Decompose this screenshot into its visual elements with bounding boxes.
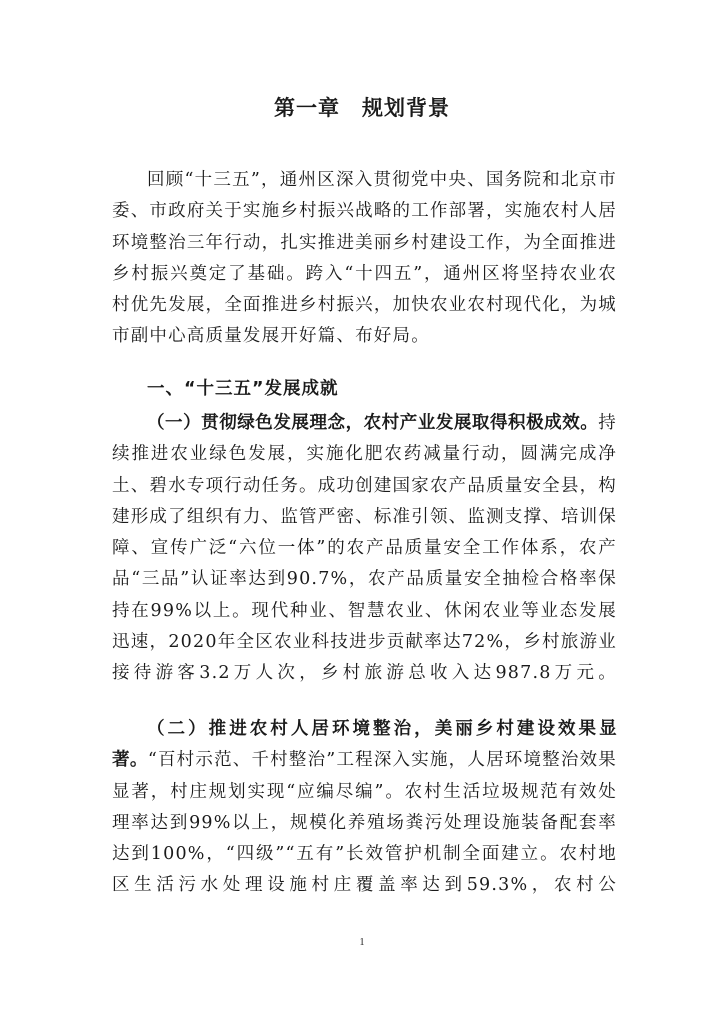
subsection-2-text: “百村示范、千村整治”工程深入实施，人居环境整治效果显著，村庄规划实现“应编尽编”。农村生活垃圾规范有效处理率达到99%以上，规模化养殖场粪污处理设施装备配套率达到100%，“四级”“五有”长效管护机制全面建立。农村地区生活污水处理设施村庄覆盖率达到59.3%，农村公	[112, 750, 617, 896]
subsection-1-text: 持续推进农业绿色发展，实施化肥农药减量行动，圆满完成净土、碧水专项行动任务。成功创建国家农产品质量安全县，构建形成了组织有力、监管严密、标准引领、监测支撑、培训保障、宣传广泛“六位一体”的农产品质量安全工作体系，农产品“三品”认证率达到90.7%，农产品质量安全抽检合格率保持在99%以上。现代种业、智慧农业、休闲农业等业态发展迅速，2020年全区农业科技进步贡献率达72%，乡村旅游业接待游客3.2万人次，乡村旅游总收入达987.8万元。	[112, 413, 617, 684]
subsection-1-paragraph	[112, 408, 617, 690]
chapter-title: 第一章 规划背景	[274, 96, 450, 120]
intro-paragraph: 回顾“十三五”，通州区深入贯彻党中央、国务院和北京市委、市政府关于实施乡村振兴战略的工作部署，实施农村人居环境整治三年行动，扎实推进美丽乡村建设工作，为全面推进乡村振兴奠定了基础。跨入“十四五”，通州区将坚持农业农村优先发展，全面推进乡村振兴，加快农业农村现代化，为城市副中心高质量发展开好篇、布好局。	[112, 170, 617, 347]
subsection-2-heading: （二）推进农村人居环境整治，美丽乡村建设效果显著。	[112, 719, 617, 771]
subsection-1-heading: （一）贯彻绿色发展理念，农村产业发展取得积极成效。	[147, 413, 599, 433]
page-number: 1	[359, 937, 365, 948]
section-heading: 一、“十三五”发展成就	[147, 379, 339, 399]
subsection-2-paragraph	[112, 714, 617, 902]
